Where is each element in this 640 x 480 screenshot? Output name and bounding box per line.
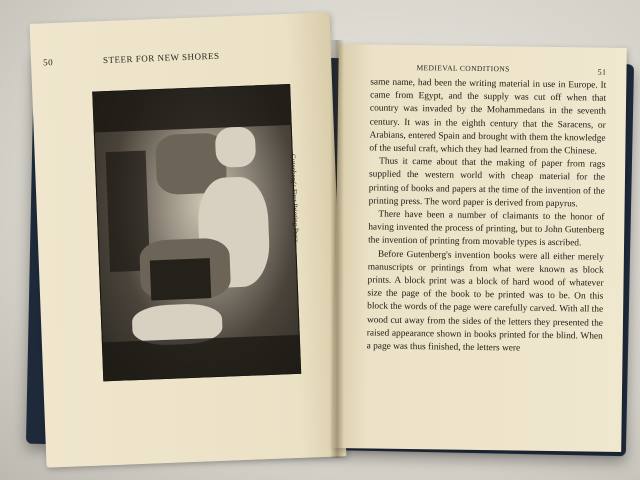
paragraph-2: Thus it came about that the making of paper from rags supplied the western world with cheap material for the printing of books and papers at the time of the invention of the printing press. The word paper is derived from papyrus.: [368, 156, 606, 210]
right-page-number: 51: [597, 67, 607, 77]
right-page-title: MEDIEVAL CONDITIONS: [416, 63, 510, 74]
paragraph-3: There have been a number of claimants to the honor of having invented the process of printing, but to John Gutenberg the invention of printing from movable types is ascribed.: [368, 209, 605, 249]
book-gutter: [330, 40, 344, 458]
body-text: [367, 76, 607, 357]
left-running-head: [42, 47, 313, 68]
left-page-number: 50: [42, 57, 54, 68]
engraving-illustration: [92, 84, 301, 381]
right-running-head: [416, 63, 606, 75]
plate-caption: Gutenberg's First Printing Press: [288, 153, 301, 243]
left-page: [30, 12, 347, 467]
left-page-title: STEER FOR NEW SHORES: [102, 50, 220, 66]
paragraph-4: Before Gutenberg's invention books were all either merely manuscripts or printings from what were known as block prints. A block print was a block of hard wood of whatever size the page of the book to be printed was to be. On this block the words of the page were carefully carved. With all the wood cut away from the sides of the letters they presented the raised appearance shown in books printed for the blind. When a page was thus finished, the letters were: [366, 249, 604, 354]
right-page: [333, 44, 627, 452]
paragraph-1: same name, had been the writing material in use in Europe. It came from Egypt, and the supply was cut off when that country was invaded by the Mohammedans in the seventh century. It was in the eighth century that the Saracens, or Arabians, entered Spain and brought with them the knowledge of the useful craft, which they had learned from the Chinese.: [369, 77, 607, 157]
